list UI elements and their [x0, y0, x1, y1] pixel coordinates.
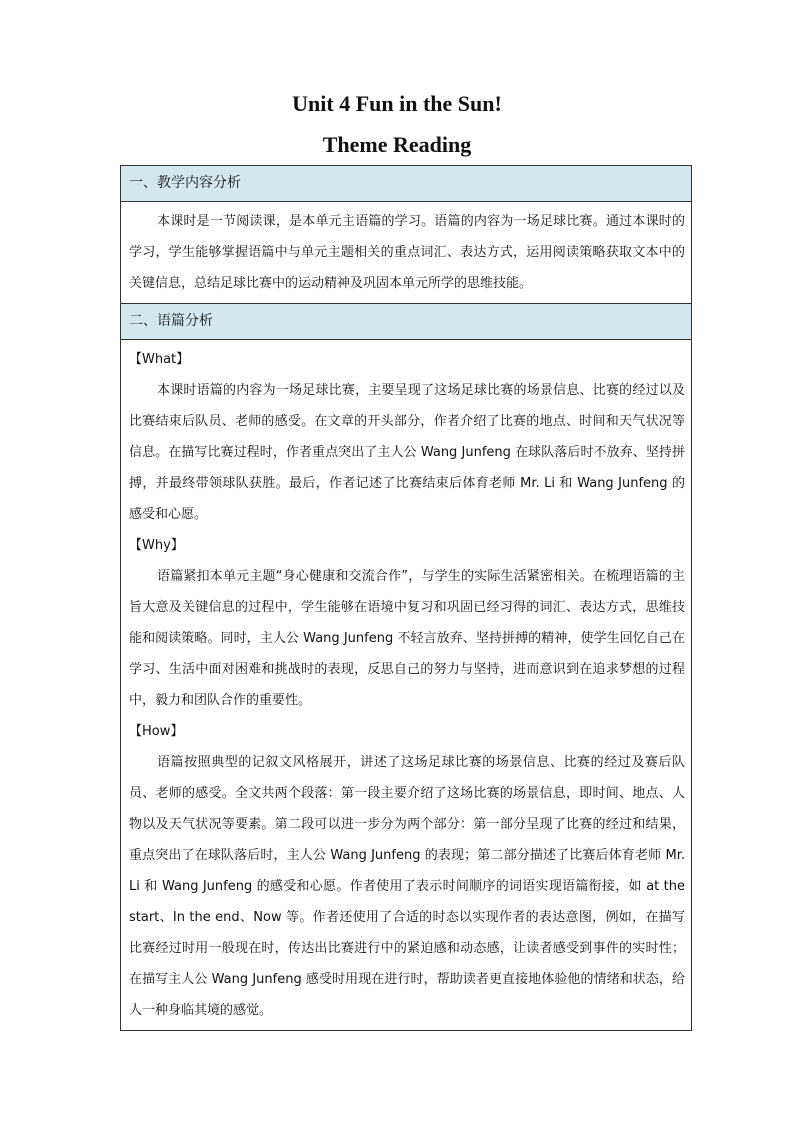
why-paragraph: 语篇紧扣本单元主题“身心健康和交流合作”，与学生的实际生活紧密相关。在梳理语篇的主旨大意及关键信息的过程中，学生能够在语境中复习和巩固已经习得的词汇、表达方式，思维技能和阅读策略。同时，主人公 Wang Junfeng 不轻言放弃、坚持拼搏的精神，使学生回忆自己在学习、生活中面对困难和挑战时的表现，反思自己的努力与坚持，进而意识到在追求梦想的过程中，毅力和团队合作的重要性。: [129, 569, 685, 708]
why-label: 【Why】: [129, 538, 184, 553]
document-subtitle: Theme Reading: [322, 132, 472, 157]
section-body-content-analysis: [121, 202, 691, 304]
document-title: Unit 4 Fun in the Sun!: [292, 91, 502, 116]
what-label: 【What】: [129, 352, 190, 367]
how-label: 【How】: [129, 724, 184, 739]
content-analysis-paragraph: 本课时是一节阅读课，是本单元主语篇的学习。语篇的内容为一场足球比赛。通过本课时的学习，学生能够掌握语篇中与单元主题相关的重点词汇、表达方式，运用阅读策略获取文本中的关键信息，总结足球比赛中的运动精神及巩固本单元所学的思维技能。: [129, 214, 685, 291]
lesson-analysis-table: [120, 165, 692, 1031]
section-header-text-analysis: 二、语篇分析: [121, 304, 691, 340]
section-header-content-analysis: 一、教学内容分析: [121, 166, 691, 202]
what-paragraph: 本课时语篇的内容为一场足球比赛，主要呈现了这场足球比赛的场景信息、比赛的经过以及比赛结束后队员、老师的感受。在文章的开头部分，作者介绍了比赛的地点、时间和天气状况等信息。在描写比赛过程时，作者重点突出了主人公 Wang Junfeng 在球队落后时不放弃、坚持拼搏，并最终带领球队获胜。最后，作者记述了比赛结束后体育老师 Mr. Li 和 Wang Junfeng 的感受和心愿。: [129, 383, 685, 522]
how-paragraph: 语篇按照典型的记叙文风格展开，讲述了这场足球比赛的场景信息、比赛的经过及赛后队员、老师的感受。全文共两个段落：第一段主要介绍了这场比赛的场景信息，即时间、地点、人物以及天气状况等要素。第二段可以进一步分为两个部分：第一部分呈现了比赛的经过和结果，重点突出了在球队落后时，主人公 Wang Junfeng 的表现；第二部分描述了比赛后体育老师 Mr. Li 和 Wang Junfeng 的感受和心愿。作者使用了表示时间顺序的词语实现语篇衔接，如 at the start、In the end、Now 等。作者还使用了合适的时态以实现作者的表达意图，例如，在描写比赛经过时用一般现在时，传达出比赛进行中的紧迫感和动态感，让读者感受到事件的实时性；在描写主人公 Wang Junfeng 感受时用现在进行时，帮助读者更直接地体验他的情绪和状态，给人一种身临其境的感觉。: [129, 755, 685, 1018]
section-body-text-analysis: [121, 340, 691, 1030]
